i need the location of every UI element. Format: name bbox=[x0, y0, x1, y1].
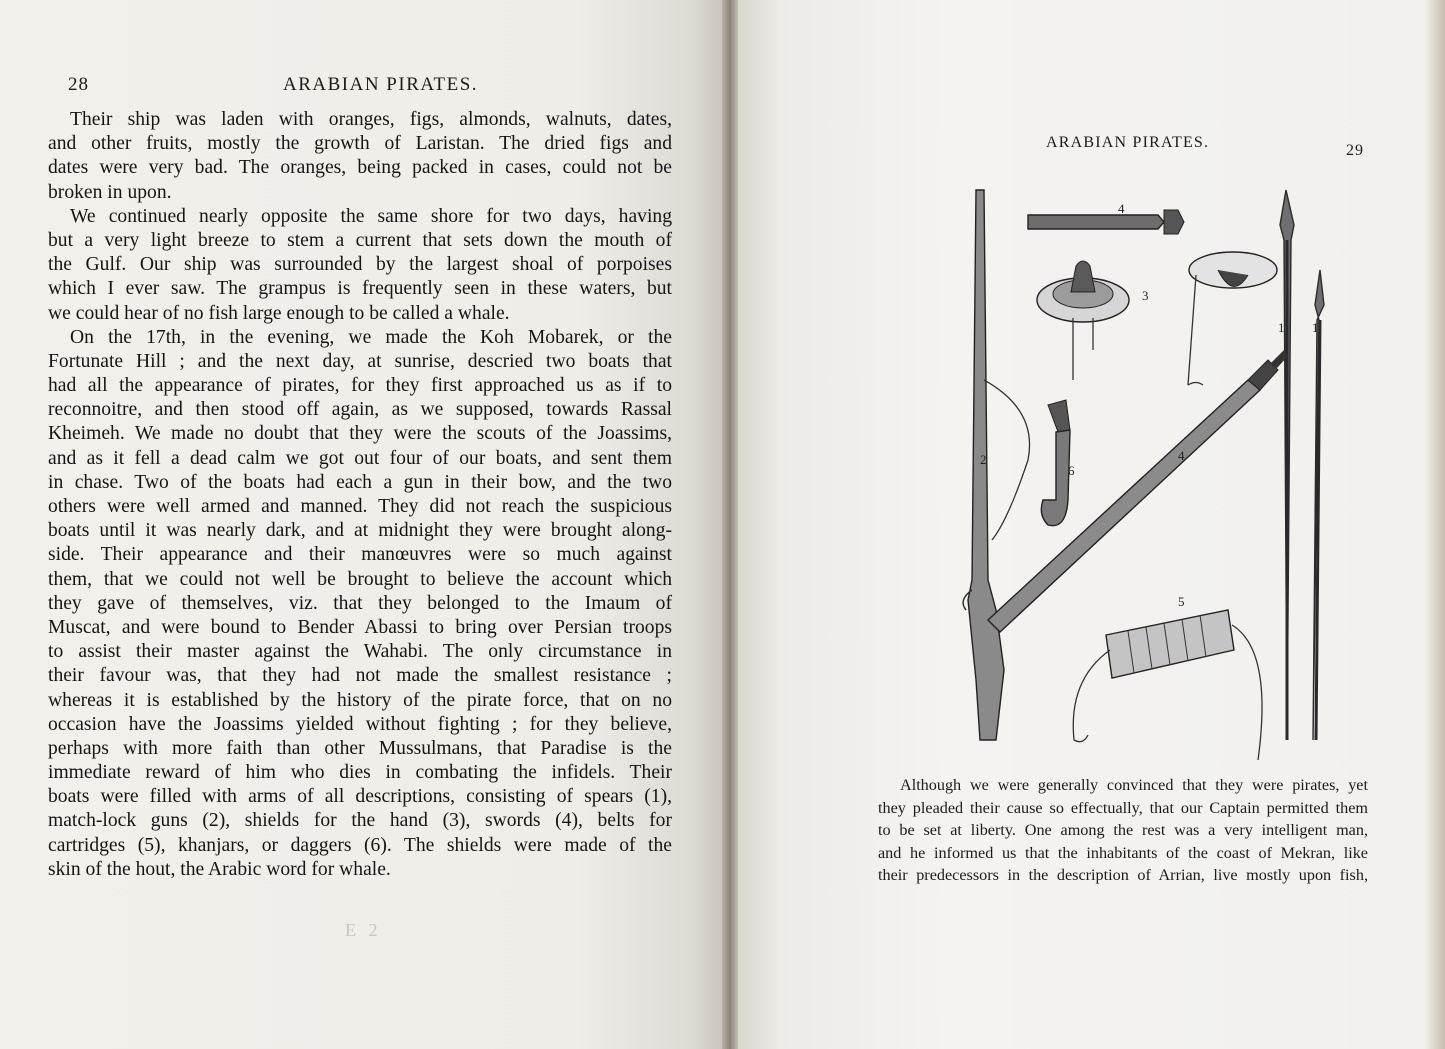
body-line: match-lock guns (2), shields for the hand (3), swords (4), belts for bbox=[48, 810, 672, 832]
book-gutter bbox=[722, 0, 738, 1049]
body-line: they gave of themselves, viz. that they belonged to the Imaum of bbox=[48, 592, 672, 614]
body-line: whereas it is established by the history of the pirate force, that on no bbox=[48, 689, 672, 711]
body-line: the Gulf. Our ship was surrounded by the largest shoal of porpoises bbox=[48, 254, 672, 276]
left-page bbox=[0, 0, 722, 1049]
spear-1 bbox=[1280, 190, 1294, 740]
matchlock-gun bbox=[963, 190, 1029, 740]
body-line: side. Their appearance and their manœuvres were so much against bbox=[48, 544, 672, 566]
body-line: We continued nearly opposite the same shore for two days, having bbox=[70, 205, 672, 227]
body-line: in chase. Two of the boats had each a gun in their bow, and the two bbox=[48, 471, 672, 493]
dagger bbox=[1041, 400, 1070, 526]
body-line: which I ever saw. The grampus is frequently seen in these waters, but bbox=[48, 278, 672, 300]
label-sword-diagonal: 4 bbox=[1178, 448, 1185, 463]
signature-mark: E 2 bbox=[345, 920, 382, 940]
caption-line: to be set at liberty. One among the rest was a very intelligent man, bbox=[878, 821, 1368, 839]
body-line: dates were very bad. The oranges, being packed in cases, could not be bbox=[48, 157, 672, 179]
body-line: reconnoitre, and then stood off again, as we supposed, towards Rassal bbox=[48, 399, 672, 421]
sword-top bbox=[1028, 210, 1184, 234]
body-line: but a very light breeze to stem a current that sets down the mouth of bbox=[48, 229, 672, 251]
caption-text bbox=[878, 774, 1368, 887]
body-line: others were well armed and manned. They did not reach the suspicious bbox=[48, 496, 672, 517]
caption-line: their predecessors in the description of Arrian, live mostly upon fish, bbox=[878, 866, 1368, 884]
body-line: to assist their master against the Wahabi. The only circumstance in bbox=[48, 641, 672, 663]
page-number-left: 28 bbox=[68, 74, 89, 95]
body-line: Fortunate Hill ; and the next day, at sunrise, descried two boats that bbox=[48, 350, 672, 372]
body-line: occasion have the Joassims yielded without fighting ; for they believe, bbox=[48, 713, 672, 735]
spear-2 bbox=[1313, 270, 1324, 740]
label-spear-a: 1 bbox=[1278, 320, 1285, 335]
body-line: Muscat, and were bound to Bender Abassi to bring over Persian troops bbox=[48, 616, 672, 638]
label-sword-top: 4 bbox=[1118, 201, 1125, 216]
body-line: cartridges (5), khanjars, or daggers (6). The shields were made of the bbox=[48, 834, 672, 856]
body-line: boats until it was nearly dark, and at midnight they were brought along- bbox=[48, 520, 672, 542]
label-dagger: 6 bbox=[1068, 463, 1075, 478]
label-belt: 5 bbox=[1178, 594, 1185, 609]
body-line: and as it fell a dead calm we got out four of our boats, and sent them bbox=[48, 447, 672, 469]
label-shield: 3 bbox=[1142, 288, 1149, 303]
page-edge-shadow bbox=[1425, 0, 1445, 1049]
body-line: On the 17th, in the evening, we made the Koh Mobarek, or the bbox=[70, 326, 672, 348]
body-line: Kheimeh. We made no doubt that they were the scouts of the Joassims, bbox=[48, 423, 672, 445]
body-line: Their ship was laden with oranges, figs, almonds, walnuts, dates, bbox=[70, 109, 672, 130]
body-line: had all the appearance of pirates, for they first approached us as if to bbox=[48, 375, 672, 397]
body-line: broken in upon. bbox=[48, 181, 172, 203]
body-line: immediate reward of him who dies in combating the infidels. Their bbox=[48, 762, 672, 784]
page-number-right: 29 bbox=[1346, 142, 1364, 159]
caption-line: and he informed us that the inhabitants of the coast of Mekran, like bbox=[878, 843, 1368, 862]
body-line: we could hear of no fish large enough to be called a whale. bbox=[48, 302, 510, 324]
shield bbox=[1037, 252, 1277, 385]
running-head-right: ARABIAN PIRATES. bbox=[1046, 134, 1210, 151]
running-head-left: ARABIAN PIRATES. bbox=[283, 74, 479, 95]
weapons-plate-illustration bbox=[888, 180, 1378, 770]
body-line: and other fruits, mostly the growth of Laristan. The dried figs and bbox=[48, 133, 672, 155]
body-line: boats were filled with arms of all descriptions, consisting of spears (1), bbox=[48, 786, 672, 808]
body-line: perhaps with more faith than other Mussulmans, that Paradise is the bbox=[48, 737, 672, 759]
caption-line: Although we were generally convinced that they were pirates, yet bbox=[900, 776, 1368, 794]
body-line: their favour was, that they had not made the smallest resistance ; bbox=[48, 665, 672, 687]
body-line: them, that we could not well be brought to believe the account which bbox=[48, 568, 672, 590]
body-line: skin of the hout, the Arabic word for whale. bbox=[48, 858, 391, 880]
label-spear-b: 1 bbox=[1312, 320, 1319, 335]
sword-diagonal bbox=[988, 350, 1288, 632]
right-page bbox=[738, 0, 1445, 1049]
body-text bbox=[48, 108, 672, 882]
cartridge-belt bbox=[1073, 610, 1262, 760]
label-gun: 2 bbox=[980, 452, 987, 467]
caption-line: they pleaded their cause so effectually, that our Captain permitted them bbox=[878, 798, 1368, 817]
